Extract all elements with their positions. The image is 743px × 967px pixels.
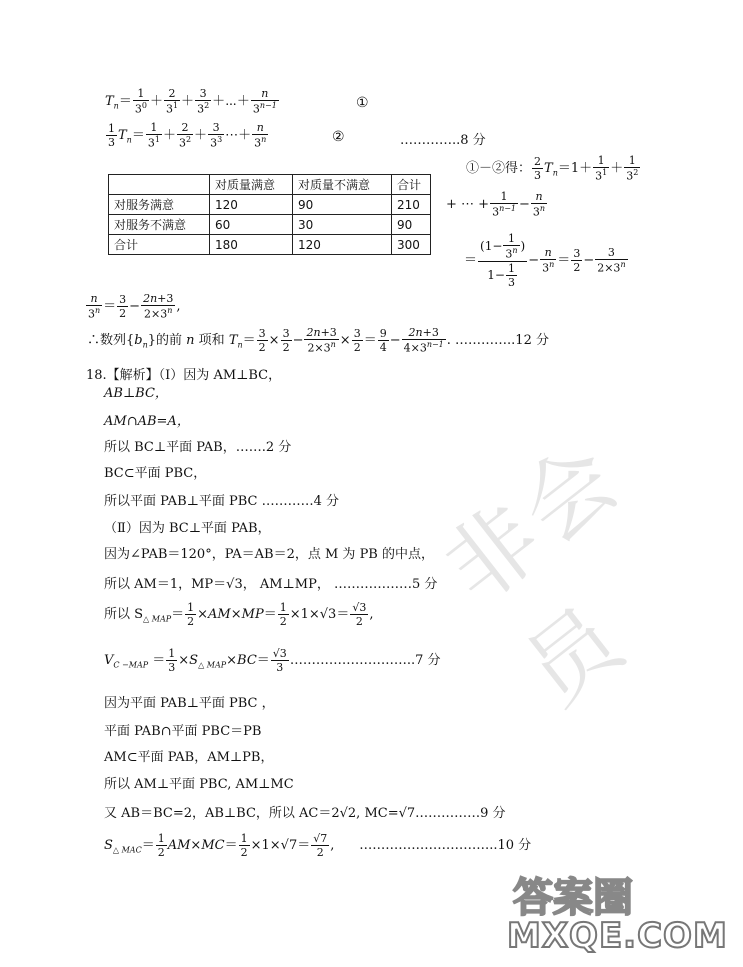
eq2-score: …………..8 分 [400,133,486,148]
table-cell: 合计 [109,235,210,255]
table-row [109,215,431,235]
area-prefix: 所以 S [104,607,144,622]
q18-line-14: AM⊂平面 PAB，AM⊥PB， [104,750,274,765]
eq2-line: $\frac{1}{3}$ $T_n=$ $\frac{1}{3^1}$ ＋ $\frac{2}{3^2}$ ＋ $\frac{3}{3^3}$ ⋯＋ $\frac{n}{3^n}$ [108,121,267,150]
logo-bottom-text: MXQE.COM [507,916,728,956]
eq2-tag: ② [332,129,345,145]
table-cell: 90 [293,195,392,215]
table-cell: 120 [210,195,293,215]
table-cell: 300 [392,235,431,255]
table-cell: 对服务满意 [109,195,210,215]
q18-line-8: 因为∠PAB＝120°，PA＝AB＝2，点 M 为 PB 的中点， [104,547,434,562]
watermark-text: 非会员 [425,422,647,726]
q18-line-12: 因为平面 PAB⊥平面 PBC ， [104,696,275,711]
subtract-label: ①－②得： [466,160,532,176]
table-cell [109,175,210,195]
eq1-line: $T_n=$ $\frac{1}{3^0}$ ＋ $\frac{2}{3^1}$ ＋ $\frac{3}{3^2}$ ＋⋯＋ $\frac{n}{3^{n-1}}$ [105,87,277,116]
volume-line: $V_{C -MAP}$ ＝ $\frac{1}{3}$ $\times S_{\triangle MAP}\times BC=$ $\frac{√3}{3}$ ………………………..7 分 [104,647,441,674]
logo-top-text: 答案圈 [513,875,633,921]
q18-line-2: AB⊥BC， [104,386,168,401]
volume-score: ………………………..7 分 [289,653,441,668]
table-cell: 90 [392,215,431,235]
q18-line-3: AM∩AB=A， [104,414,190,429]
table-cell: 60 [210,215,293,235]
q18-line-4: 所以 BC⊥平面 PAB，…….2 分 [104,440,292,455]
sum-conclusion-line: ∴数列$\{b_n\}$的前 n 项和 $T_n=$ $\frac{3}{2}$ × $\frac{3}{2}$ − $\frac{2n+3}{2\times 3^n}$ × $\frac{3}{2}$ ＝ $\frac{9}{4}$ − $\frac{2n+3}{4\times 3^{n-1}}$ . …………..12 分 [87,326,549,355]
quality-service-table [108,174,431,255]
table-cell: 对质量满意 [210,175,293,195]
q18-line-9: 所以 AM＝1，MP＝√3， AM⊥MP， ………………5 分 [104,577,438,592]
q18-line-7: （Ⅱ）因为 BC⊥平面 PAB， [104,521,271,536]
geometric-sum-line: ＝ (1− $\frac{1}{3^n}$ ) 1− $\frac{1}{3}$ − $\frac{n}{3^n}$ ＝ $\frac{3}{2}$ − $\frac{3}{2\times 3^n}$ [464,232,626,289]
subtract-line-2: + ⋯ + $\frac{1}{3^{n-1}}$ − $\frac{n}{3^n}$ [446,190,546,219]
q18-line-5: BC⊂平面 PBC， [104,466,207,481]
q18-line-1: 18.【解析】（Ⅰ）因为 AM⊥BC， [86,368,282,383]
site-logo [505,862,728,962]
q18-line-15: 所以 AM⊥平面 PBC, AM⊥MC [104,777,294,792]
area-mac-score: …………………………..10 分 [359,838,532,853]
table-cell: 对质量不满意 [293,175,392,195]
n-over-3n-line: $\frac{n}{3^n}$ ＝ $\frac{3}{2}$ − $\frac{2n+3}{2\times 3^n}$ , [88,292,181,321]
table-cell: 180 [210,235,293,255]
table-cell: 210 [392,195,431,215]
table-cell: 合计 [392,175,431,195]
table-cell: 120 [293,235,392,255]
q18-line-13: 平面 PAB∩平面 PBC＝PB [104,724,262,739]
area-mac-line: $S_{\triangle MAC}=$ $\frac{1}{2}$ AM×MC＝ $\frac{1}{2}$ ×1×√7＝ $\frac{√7}{2}$ , …………………………..10 分 [104,832,532,859]
plus-dots: + ⋯ + [446,196,490,212]
table-row [109,195,431,215]
table-cell: 30 [293,215,392,235]
area-map-line: 所以 $S_{\triangle MAP}=$ $\frac{1}{2}$ ×AM×MP＝ $\frac{1}{2}$ ×1×√3＝ $\frac{√3}{2}$ , [104,601,374,628]
table-row [109,235,431,255]
subtract-line: ①－②得： $\frac{2}{3}$ $T_n=1+$ $\frac{1}{3^1}$ ＋ $\frac{1}{3^2}$ [466,154,639,183]
table-cell: 对服务不满意 [109,215,210,235]
eq1-tag: ① [356,95,369,111]
q18-line-16: 又 AB＝BC=2，AB⊥BC，所以 AC＝2√2, MC=√7……………9 分 [104,806,506,821]
q18-line-6: 所以平面 PAB⊥平面 PBC …………4 分 [104,494,340,509]
table-header-row [109,175,431,195]
final-score: …………..12 分 [455,332,549,348]
